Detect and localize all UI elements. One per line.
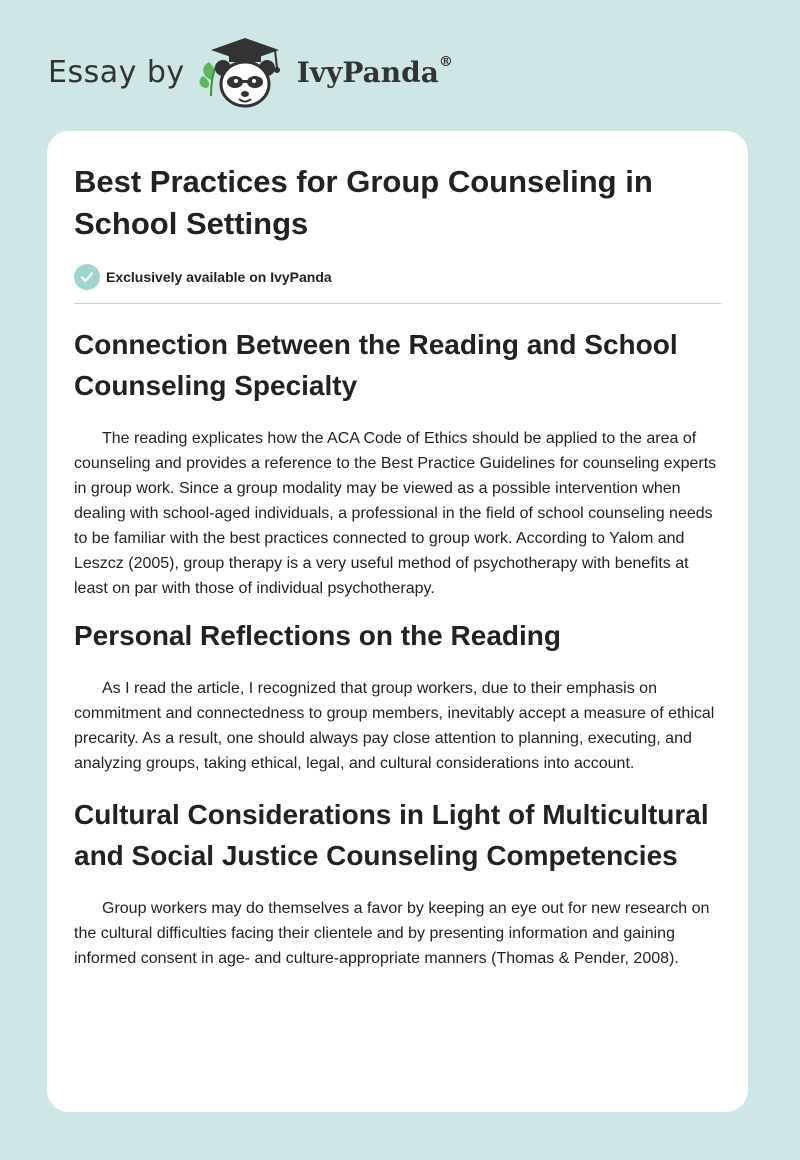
panda-graduate-logo-icon xyxy=(197,32,293,112)
essay-card xyxy=(47,131,748,1112)
section-paragraph: The reading explicates how the ACA Code of Ethics should be applied to the area of counseling and provides a reference to the Best Practice Guidelines for counseling experts in group work. Since a group modality may be viewed as a possible intervention when dealing with school-aged individuals, a professional in the field of school counseling needs to be familiar with the best practices connected to group work. According to Yalom and Leszcz (2005), group therapy is a very useful method of psychotherapy with benefits at least on par with those of individual psychotherapy. xyxy=(74,430,717,597)
section-heading: Personal Reflections on the Reading xyxy=(74,620,561,651)
badge-text: Exclusively available on IvyPanda xyxy=(106,269,332,285)
title-divider xyxy=(74,303,721,304)
essay-title: Best Practices for Group Counseling in School Settings xyxy=(74,164,653,241)
site-header xyxy=(48,32,453,112)
section-heading: Connection Between the Reading and School Counseling Specialty xyxy=(74,329,678,401)
essay-by-label: Essay by xyxy=(48,54,185,90)
section-heading: Cultural Considerations in Light of Multicultural and Social Justice Counseling Competencies xyxy=(74,799,709,871)
exclusive-badge xyxy=(74,263,721,291)
registered-mark: ® xyxy=(438,53,453,70)
section-paragraph: Group workers may do themselves a favor by keeping an eye out for new research on the cultural difficulties facing their clientele and by presenting information and gaining informed consent in age- and culture-appropriate manners (Thomas & Pender, 2008). xyxy=(74,900,710,967)
brand-name: IvyPanda® xyxy=(296,53,453,89)
ivypanda-logo[interactable] xyxy=(197,32,453,112)
check-circle-icon xyxy=(74,264,100,290)
section-paragraph: As I read the article, I recognized that group workers, due to their emphasis on commitment and connectedness to group members, inevitably accept a measure of ethical precarity. As a result, one should always pay close attention to planning, executing, and analyzing groups, taking ethical, legal, and cultural considerations into account. xyxy=(74,680,715,772)
